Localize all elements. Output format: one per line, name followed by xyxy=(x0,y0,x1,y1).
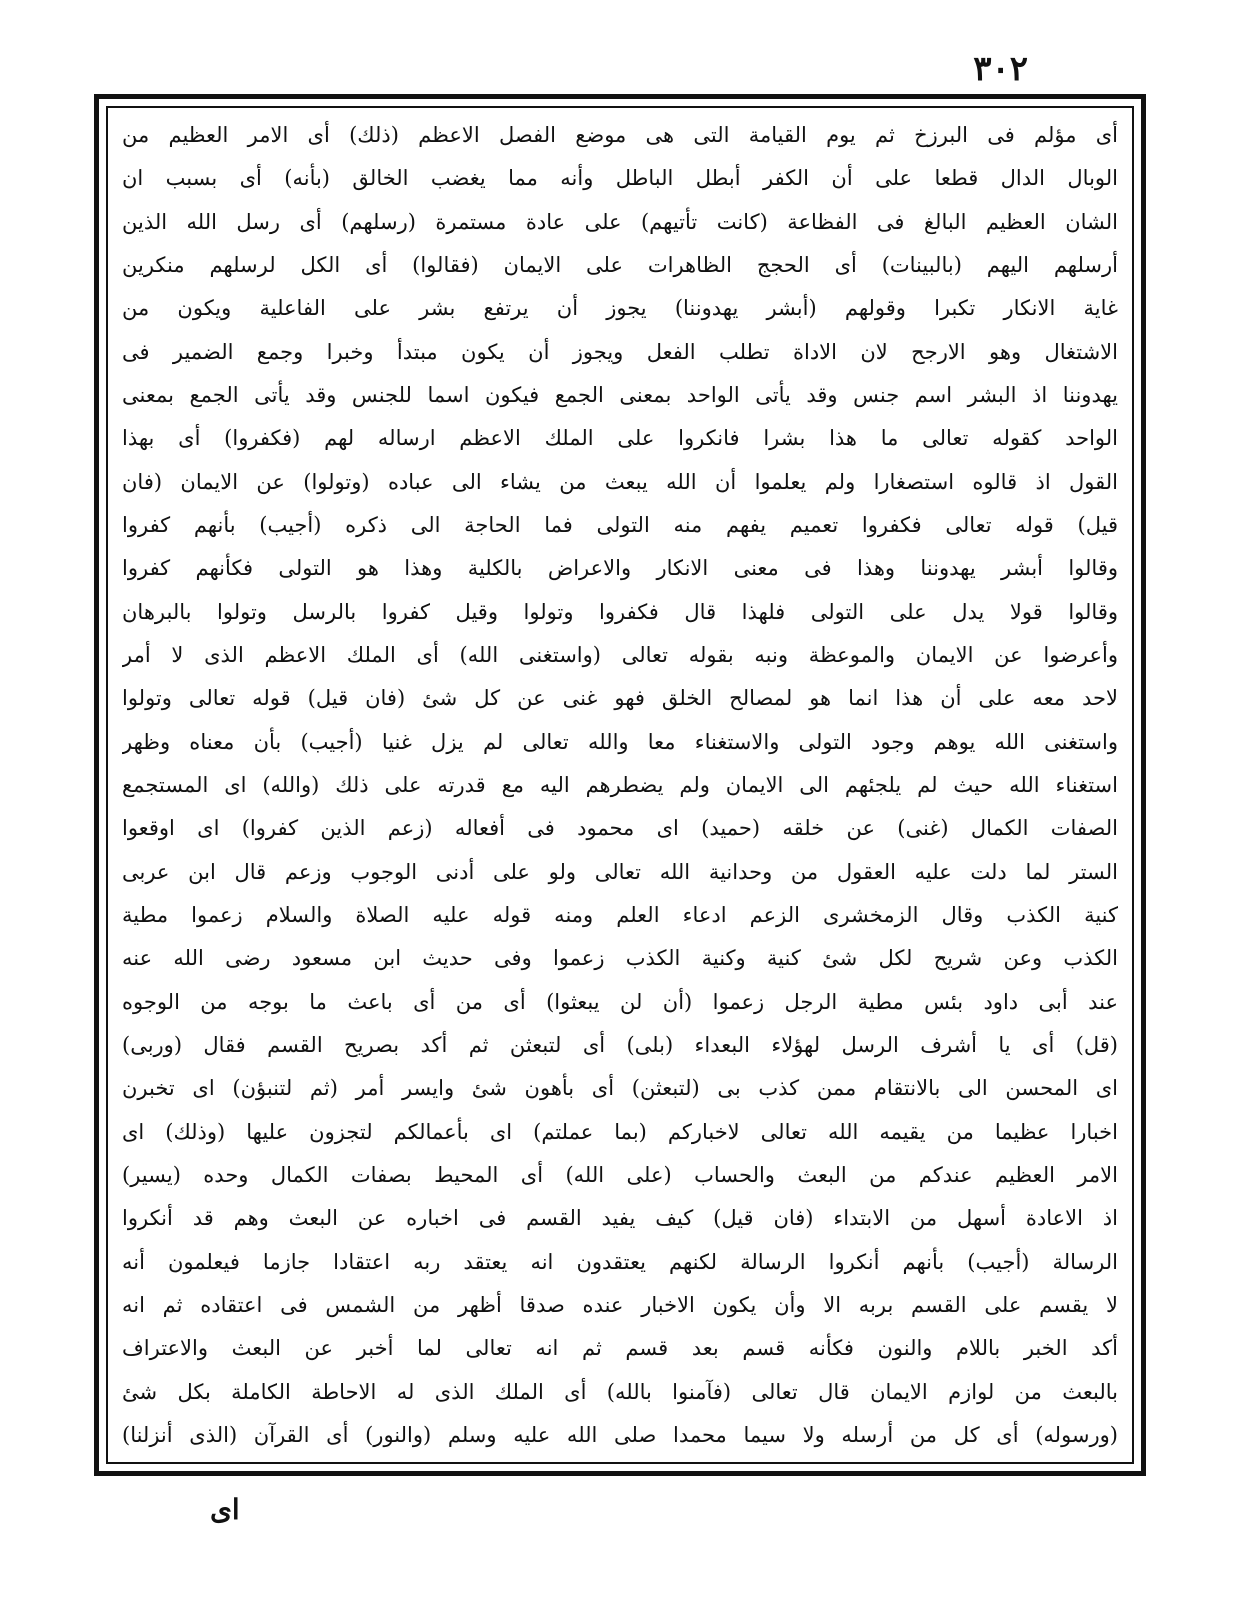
text-line: قيل) قوله تعالى فكفروا تعميم يفهم منه التولى فما الحاجة الى ذكره (أجيب) بأنهم كفروا xyxy=(122,512,1118,537)
text-line: الصفات الكمال (غنى) عن خلقه (حميد) اى محمود فى أفعاله (زعم الذين كفروا) اى اوقعوا xyxy=(122,816,1118,841)
text-line: الواحد كقوله تعالى ما هذا بشرا فانكروا على الملك الاعظم ارساله لهم (فكفروا) أى بهذا xyxy=(122,426,1118,451)
text-line: (ورسوله) أى كل من أرسله ولا سيما محمدا صلى الله عليه وسلم (والنور) أى القرآن (الذى أنزلنا) xyxy=(122,1422,1118,1447)
text-line: أرسلهم اليهم (بالبينات) أى الحجج الظاهرات على الايمان (فقالوا) أى الكل لرسلهم منكرين xyxy=(122,252,1118,277)
text-line: الرسالة (أجيب) بأنهم أنكروا الرسالة لكنهم يعتقدون انه يعتقد ربه اعتقادا جازما فيعلمون أنه xyxy=(122,1249,1118,1274)
catchword: اى xyxy=(210,1493,240,1526)
text-line: الاشتغال وهو الارجح لان الاداة تطلب الفعل ويجوز أن يكون مبتدأ وخبرا وجمع الضمير فى xyxy=(122,339,1118,364)
page-border-inner xyxy=(106,106,1134,1464)
text-line: (قل) أى يا أشرف الرسل لهؤلاء البعداء (بلى) أى لتبعثن ثم أكد بصريح القسم فقال (وربى) xyxy=(122,1032,1118,1057)
text-line: الستر لما دلت عليه العقول من وحدانية الله تعالى ولو على أدنى الوجوب وزعم قال ابن عربى xyxy=(122,859,1118,884)
text-line: وأعرضوا عن الايمان والموعظة ونبه بقوله تعالى (واستغنى الله) أى الملك الاعظم الذى لا أمر xyxy=(122,642,1118,667)
body-text xyxy=(122,116,1118,1454)
text-line: عند أبى داود بئس مطية الرجل زعموا (أن لن يبعثوا) أى من أى باعث ما بوجه من الوجوه xyxy=(122,989,1118,1014)
text-line: وقالوا أبشر يهدوننا وهذا فى معنى الانكار والاعراض بالكلية وهذا هو التولى فكأنهم كفروا xyxy=(122,556,1118,581)
text-line: واستغنى الله يوهم وجود التولى والاستغناء معا والله تعالى لم يزل غنيا (أجيب) بأن معناه وظهر xyxy=(122,729,1118,754)
page-number: ٣٠٢ xyxy=(973,49,1028,89)
text-line: الشان العظيم البالغ فى الفظاعة (كانت تأتيهم) على عادة مستمرة (رسلهم) أى رسل الله الذين xyxy=(122,209,1118,234)
text-line: كنية الكذب وقال الزمخشرى الزعم ادعاء العلم ومنه قوله عليه الصلاة والسلام زعموا مطية xyxy=(122,902,1118,927)
text-line: استغناء الله حيث لم يلجئهم الى الايمان ولم يضطرهم اليه مع قدرته على ذلك (والله) اى المستجمع xyxy=(122,772,1118,797)
text-line: اى المحسن الى بالانتقام ممن كذب بى (لتبعثن) أى بأهون شئ وايسر أمر (ثم لتنبؤن) اى تخبرن xyxy=(122,1076,1118,1101)
text-line: يهدوننا اذ البشر اسم جنس وقد يأتى الواحد بمعنى الجمع فيكون اسما للجنس وقد يأتى الجمع بمعنى xyxy=(122,382,1118,407)
text-line: اذ الاعادة أسهل من الابتداء (فان قيل) كيف يفيد القسم فى اخباره عن البعث وهم قد أنكروا xyxy=(122,1206,1118,1231)
text-line: الامر العظيم عندكم من البعث والحساب (على الله) أى المحيط بصفات الكمال وحده (يسير) xyxy=(122,1162,1118,1187)
page-border xyxy=(94,94,1146,1476)
text-line: أى مؤلم فى البرزخ ثم يوم القيامة التى هى موضع الفصل الاعظم (ذلك) أى الامر العظيم من xyxy=(122,123,1118,147)
text-line: لاحد معه على أن هذا انما هو لمصالح الخلق فهو غنى عن كل شئ (فان قيل) قوله تعالى وتولوا xyxy=(122,686,1118,711)
text-line: غاية الانكار تكبرا وقولهم (أبشر يهدوننا) يجوز أن يرتفع بشر على الفاعلية ويكون من xyxy=(122,296,1118,321)
text-line: الكذب وعن شريح لكل شئ كنية وكنية الكذب زعموا وفى حديث ابن مسعود رضى الله عنه xyxy=(122,946,1118,971)
text-line: الوبال الدال قطعا على أن الكفر أبطل الباطل وأنه مما يغضب الخالق (بأنه) أى بسبب ان xyxy=(122,166,1118,191)
text-line: وقالوا قولا يدل على التولى فلهذا قال فكفروا وتولوا وقيل كفروا بالرسل وتولوا بالبرهان xyxy=(122,599,1118,624)
text-line: بالبعث من لوازم الايمان قال تعالى (فآمنوا بالله) أى الملك الذى له الاحاطة الكاملة بكل شئ xyxy=(122,1379,1118,1404)
text-line: القول اذ قالوه استصغارا ولم يعلموا أن الله يبعث من يشاء الى عباده (وتولوا) عن الايمان (فان xyxy=(122,469,1118,494)
text-line: اخبارا عظيما من يقيمه الله تعالى لاخباركم (بما عملتم) اى بأعمالكم لتجزون عليها (وذلك) اى xyxy=(122,1119,1118,1144)
text-line: أكد الخبر باللام والنون فكأنه قسم بعد قسم ثم انه تعالى لما أخبر عن البعث والاعتراف xyxy=(122,1336,1118,1361)
text-line: لا يقسم على القسم بربه الا وأن يكون الاخبار عنده صدقا أظهر من الشمس فى اعتقاده ثم انه xyxy=(122,1292,1118,1317)
